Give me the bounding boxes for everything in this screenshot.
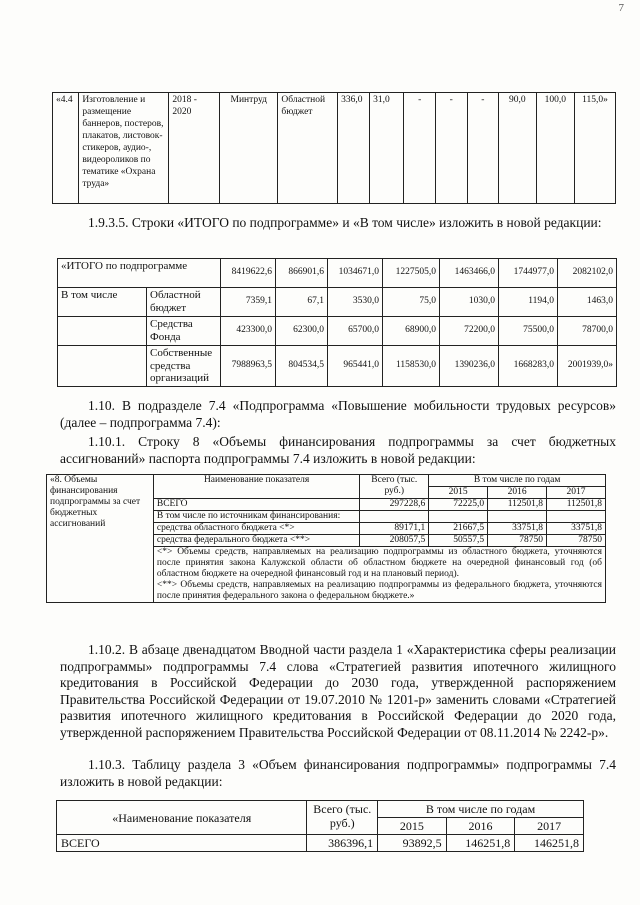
- value-cell: 804534,5: [276, 346, 328, 387]
- value-cell: 1158530,0: [383, 346, 440, 387]
- row-name: ВСЕГО: [57, 835, 307, 852]
- year-2017: 2017: [547, 487, 606, 499]
- footnote-2: <**> Объемы средств, направляемых на реализацию подпрограммы из федерального бюджета, уточняются после принятия федерального закона о федеральном бюджете.»: [156, 580, 602, 601]
- table-row: [47, 475, 606, 487]
- row-number: «4.4: [53, 93, 79, 204]
- value-cell: 72200,0: [440, 317, 499, 346]
- table-passport-row-8: [46, 474, 606, 603]
- paragraph-1-9-3-5: 1.9.3.5. Строки «ИТОГО по подпрограмме» и «В том числе» изложить в новой редакции:: [88, 215, 602, 230]
- table-row: [57, 835, 584, 852]
- value-cell: 112501,8: [547, 499, 606, 511]
- row-label: «ИТОГО по подпрограмме: [58, 259, 221, 288]
- event-years: 2018 - 2020: [169, 93, 220, 204]
- value-cell: 50557,5: [429, 535, 488, 547]
- row-sublabel: Средства Фонда: [147, 317, 221, 346]
- year-2015: 2015: [378, 818, 447, 835]
- value-cell: [547, 511, 606, 523]
- value-cell: 21667,5: [429, 523, 488, 535]
- value-cell: 1390236,0: [440, 346, 499, 387]
- value-cell: 78750: [547, 535, 606, 547]
- table-row: [58, 346, 617, 387]
- paragraph-1-10-3: 1.10.3. Таблицу раздела 3 «Объем финансирования подпрограммы» подпрограммы 7.4 изложить в новой редакции:: [60, 757, 616, 789]
- value-cell: 146251,8: [446, 835, 515, 852]
- value-cell: 1463,0: [558, 288, 617, 317]
- value-cell: 7988963,5: [221, 346, 276, 387]
- value-cell: 78700,0: [558, 317, 617, 346]
- footnote-1: <*> Объемы средств, направляемых на реализацию подпрограммы из областного бюджета, уточняются после принятия закона Калужской области об областном бюджете на очередной финансовый год (об областном бюджете на очередной финансовый год и на плановый период).: [156, 547, 602, 579]
- row-total: 386396,1: [307, 835, 378, 852]
- table-row: [53, 93, 616, 204]
- value-cell: 78750: [488, 535, 547, 547]
- footnotes: [153, 547, 605, 603]
- value-cell: 90,0: [499, 93, 536, 204]
- value-cell: 423300,0: [221, 317, 276, 346]
- row-total: 89171,1: [360, 523, 429, 535]
- row-name: ВСЕГО: [153, 499, 359, 511]
- header-years: В том числе по годам: [378, 801, 584, 818]
- value-cell: 33751,8: [547, 523, 606, 535]
- value-cell: -: [435, 93, 467, 204]
- row-sublabel: Собственные средства организаций: [147, 346, 221, 387]
- value-cell: 100,0: [536, 93, 574, 204]
- value-cell: 31,0: [370, 93, 404, 204]
- header-name: Наименование показателя: [153, 475, 359, 499]
- value-cell: 1463466,0: [440, 259, 499, 288]
- value-cell: 1668283,0: [499, 346, 558, 387]
- value-cell: 965441,0: [328, 346, 383, 387]
- row-sublabel: Областной бюджет: [147, 288, 221, 317]
- table-totals: [57, 258, 617, 387]
- value-cell: 72225,0: [429, 499, 488, 511]
- value-cell: 75500,0: [499, 317, 558, 346]
- table-event-4-4: [52, 92, 616, 204]
- value-cell: 8419622,6: [221, 259, 276, 288]
- value-cell: 115,0»: [575, 93, 616, 204]
- row-name: средства областного бюджета <*>: [153, 523, 359, 535]
- value-cell: -: [404, 93, 436, 204]
- event-executor: Минтруд: [220, 93, 278, 204]
- paragraph-1-10: 1.10. В подразделе 7.4 «Подпрограмма «Повышение мобильности трудовых ресурсов» (далее – подпрограмма 7.4):: [60, 398, 616, 430]
- value-cell: 336,0: [338, 93, 370, 204]
- row-label: [58, 317, 147, 346]
- value-cell: 1227505,0: [383, 259, 440, 288]
- row-total: [360, 511, 429, 523]
- value-cell: -: [467, 93, 499, 204]
- value-cell: 67,1: [276, 288, 328, 317]
- value-cell: 1744977,0: [499, 259, 558, 288]
- funding-source: Областной бюджет: [278, 93, 338, 204]
- value-cell: 33751,8: [488, 523, 547, 535]
- row-total: 297228,6: [360, 499, 429, 511]
- paragraph-1-10-2: 1.10.2. В абзаце двенадцатом Вводной части раздела 1 «Характеристика сферы реализации подпрограммы» подпрограммы 7.4 слова «Стратегией развития ипотечного жилищного кредитования в Российской Федерации до 2030 года, утвержденной распоряжением Правительства Российской Федерации от 19.07.2010 № 1201-р» заменить словами «Стратегией развития ипотечного жилищного кредитования в Российской Федерации до 2020 года, утвержденной распоряжением Правительства Российской Федерации от 08.11.2014 № 2242-р».: [60, 642, 616, 740]
- event-name: Изготовление и размещение баннеров, постеров, плакатов, листовок-стикеров, аудио-, видеороликов по тематике «Охрана труда»: [79, 93, 169, 204]
- value-cell: 65700,0: [328, 317, 383, 346]
- row-label: В том числе: [58, 288, 147, 317]
- table-funding-volume: [56, 800, 584, 852]
- value-cell: 93892,5: [378, 835, 447, 852]
- header-years: В том числе по годам: [429, 475, 606, 487]
- page-marker: 7: [618, 2, 624, 14]
- header-total: Всего (тыс. руб.): [307, 801, 378, 835]
- table-row: [58, 259, 617, 288]
- value-cell: [488, 511, 547, 523]
- header-name: «Наименование показателя: [57, 801, 307, 835]
- row-8-label: «8. Объемы финансирования подпрограммы за счет бюджетных ассигнований: [47, 475, 154, 603]
- value-cell: 112501,8: [488, 499, 547, 511]
- year-2015: 2015: [429, 487, 488, 499]
- value-cell: 1034671,0: [328, 259, 383, 288]
- year-2016: 2016: [446, 818, 515, 835]
- table-row: [58, 317, 617, 346]
- paragraph-1-10-1: 1.10.1. Строку 8 «Объемы финансирования подпрограммы за счет бюджетных ассигнований» паспорта подпрограммы 7.4 изложить в новой редакции:: [60, 434, 616, 466]
- row-name: средства федерального бюджета <**>: [153, 535, 359, 547]
- row-label: [58, 346, 147, 387]
- value-cell: 1030,0: [440, 288, 499, 317]
- value-cell: 68900,0: [383, 317, 440, 346]
- table-row: [57, 801, 584, 818]
- value-cell: 146251,8: [515, 835, 584, 852]
- table-row: [58, 288, 617, 317]
- value-cell: 3530,0: [328, 288, 383, 317]
- value-cell: 7359,1: [221, 288, 276, 317]
- value-cell: 75,0: [383, 288, 440, 317]
- value-cell: [429, 511, 488, 523]
- value-cell: 62300,0: [276, 317, 328, 346]
- value-cell: 2082102,0: [558, 259, 617, 288]
- year-2017: 2017: [515, 818, 584, 835]
- value-cell: 866901,6: [276, 259, 328, 288]
- value-cell: 1194,0: [499, 288, 558, 317]
- year-2016: 2016: [488, 487, 547, 499]
- value-cell: 2001939,0»: [558, 346, 617, 387]
- row-name: В том числе по источникам финансирования:: [153, 511, 359, 523]
- row-total: 208057,5: [360, 535, 429, 547]
- header-total: Всего (тыс. руб.): [360, 475, 429, 499]
